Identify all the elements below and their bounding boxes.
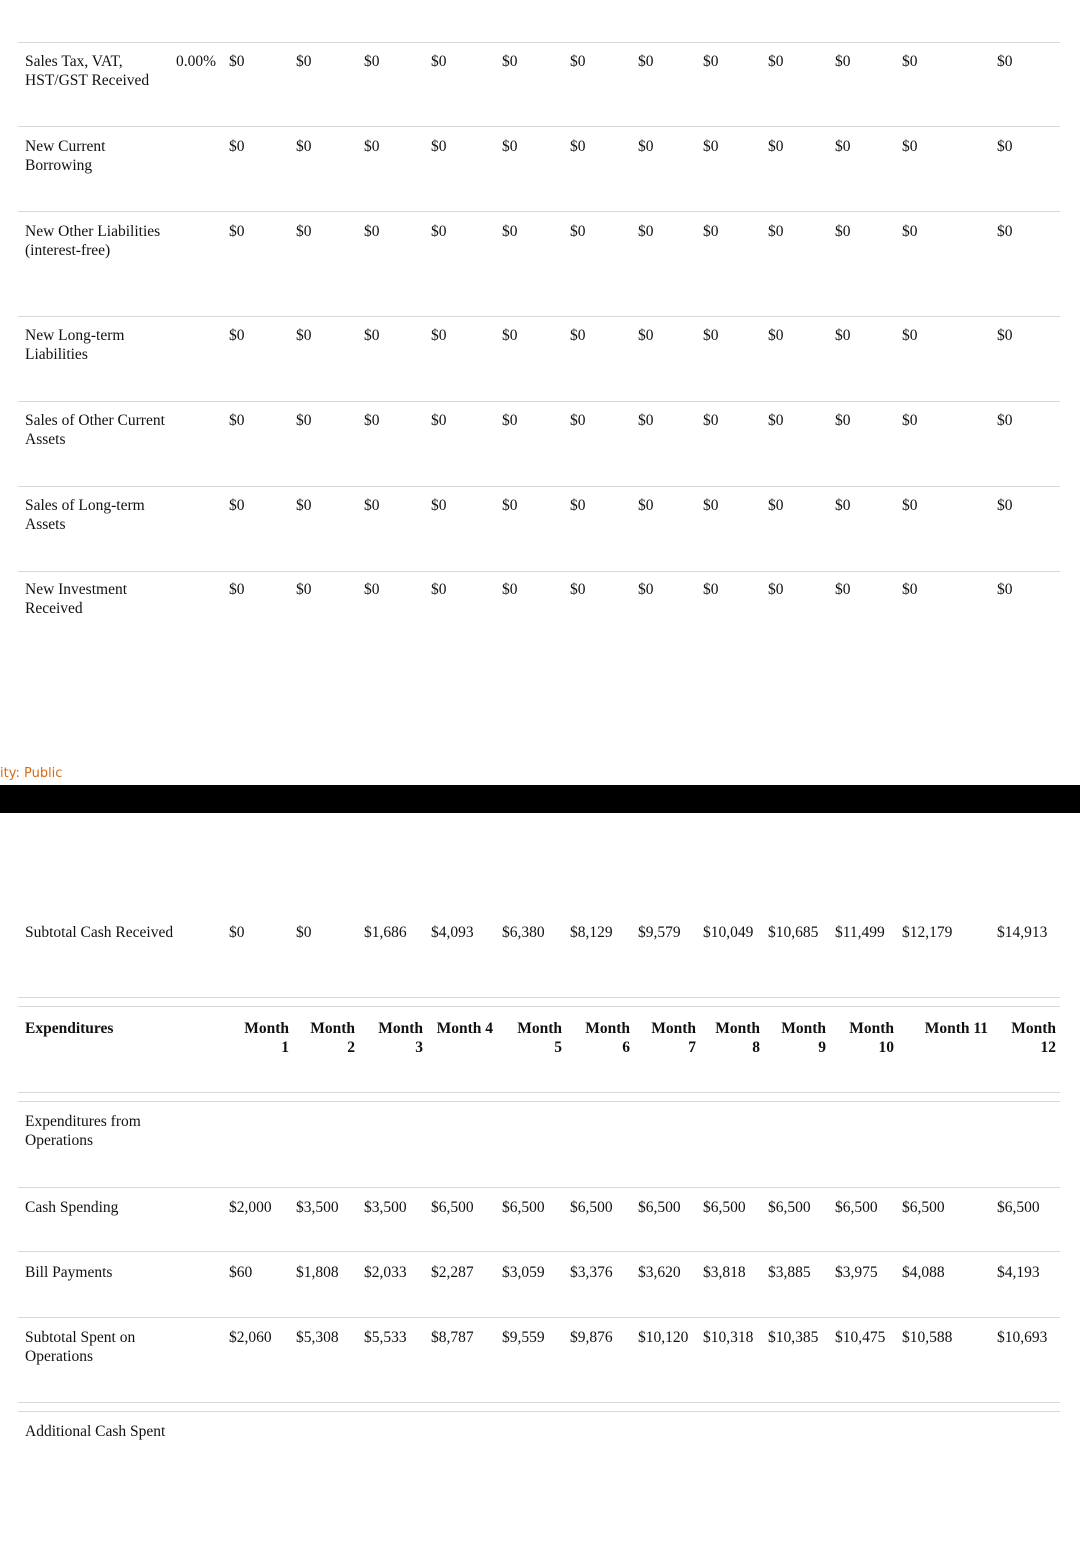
- month-value: $9,559: [502, 1329, 545, 1346]
- month-value: $0: [431, 497, 447, 514]
- month-header: Month 10: [849, 1020, 894, 1056]
- month-value: $0: [431, 412, 447, 429]
- month-value: $0: [296, 223, 312, 240]
- subtotal-received-value: $1,686: [364, 924, 407, 941]
- page-separator: [0, 785, 1080, 813]
- month-value: $10,588: [902, 1329, 953, 1346]
- month-value: $6,500: [768, 1199, 811, 1216]
- month-value: $0: [229, 223, 245, 240]
- month-value: $0: [997, 53, 1013, 70]
- row-label: Sales of Long-term Assets: [25, 497, 145, 533]
- month-value: $0: [703, 497, 719, 514]
- month-value: $0: [703, 581, 719, 598]
- month-value: $0: [502, 53, 518, 70]
- month-value: $0: [229, 138, 245, 155]
- subtotal-received-value: $4,093: [431, 924, 474, 941]
- month-value: $0: [835, 412, 851, 429]
- month-value: $0: [502, 138, 518, 155]
- month-value: $0: [502, 412, 518, 429]
- subtotal-received-value: $10,685: [768, 924, 819, 941]
- row-label: Subtotal Cash Received: [25, 924, 174, 941]
- month-value: $0: [703, 412, 719, 429]
- month-value: $0: [638, 138, 654, 155]
- month-value: $5,533: [364, 1329, 407, 1346]
- row-label: New Other Liabilities (interest-free): [25, 223, 161, 259]
- subtotal-received-value: $9,579: [638, 924, 681, 941]
- month-value: $0: [768, 138, 784, 155]
- subtotal-received-value: $12,179: [902, 924, 953, 941]
- month-value: $10,475: [835, 1329, 886, 1346]
- month-value: $0: [570, 138, 586, 155]
- subtotal-received-value: $6,380: [502, 924, 545, 941]
- row-divider: [18, 401, 1060, 402]
- month-value: $0: [902, 223, 918, 240]
- expenditures-heading: Expenditures: [25, 1020, 114, 1037]
- month-value: $0: [997, 412, 1013, 429]
- month-value: $0: [902, 497, 918, 514]
- month-value: $0: [431, 327, 447, 344]
- month-value: $3,975: [835, 1264, 878, 1281]
- month-value: $0: [835, 327, 851, 344]
- month-value: $3,500: [364, 1199, 407, 1216]
- row-divider: [18, 1411, 1060, 1412]
- month-value: $0: [997, 581, 1013, 598]
- month-value: $6,500: [703, 1199, 746, 1216]
- month-value: $0: [570, 412, 586, 429]
- month-value: $0: [997, 223, 1013, 240]
- month-value: $0: [638, 223, 654, 240]
- row-divider: [18, 1402, 1060, 1403]
- month-value: $3,376: [570, 1264, 613, 1281]
- month-value: $4,193: [997, 1264, 1040, 1281]
- month-value: $6,500: [570, 1199, 613, 1216]
- row-label: Sales Tax, VAT, HST/GST Received: [25, 53, 150, 89]
- row-divider: [18, 126, 1060, 127]
- month-value: $0: [364, 138, 380, 155]
- month-value: $0: [703, 138, 719, 155]
- row-divider: [18, 997, 1060, 998]
- row-divider: [18, 1251, 1060, 1252]
- row-divider: [18, 316, 1060, 317]
- month-value: $3,059: [502, 1264, 545, 1281]
- month-value: $5,308: [296, 1329, 339, 1346]
- month-value: $6,500: [997, 1199, 1040, 1216]
- month-value: $0: [296, 412, 312, 429]
- month-value: $0: [570, 497, 586, 514]
- month-value: $0: [768, 53, 784, 70]
- month-header: Month 7: [651, 1020, 696, 1056]
- month-value: $0: [296, 327, 312, 344]
- month-value: $0: [364, 223, 380, 240]
- row-divider: [18, 1006, 1060, 1007]
- row-divider: [18, 211, 1060, 212]
- month-header: Month 6: [585, 1020, 630, 1056]
- month-value: $0: [296, 497, 312, 514]
- month-value: $0: [364, 53, 380, 70]
- month-value: $0: [229, 497, 245, 514]
- month-value: $0: [229, 581, 245, 598]
- row-label: Sales of Other Current Assets: [25, 412, 165, 448]
- month-value: $0: [570, 327, 586, 344]
- month-value: $0: [768, 327, 784, 344]
- month-value: $10,385: [768, 1329, 819, 1346]
- row-label: New Current Borrowing: [25, 138, 106, 174]
- subtotal-received-value: $8,129: [570, 924, 613, 941]
- month-header: Month 8: [715, 1020, 760, 1056]
- month-value: $0: [570, 53, 586, 70]
- month-value: $0: [431, 138, 447, 155]
- row-label: Cash Spending: [25, 1199, 119, 1216]
- security-label: ity: Public: [0, 766, 63, 781]
- month-value: $0: [835, 497, 851, 514]
- month-value: $0: [768, 497, 784, 514]
- month-value: $0: [502, 497, 518, 514]
- month-value: $0: [229, 53, 245, 70]
- month-value: $3,885: [768, 1264, 811, 1281]
- month-header: Month 12: [1011, 1020, 1056, 1056]
- section-label: Expenditures from Operations: [25, 1113, 141, 1149]
- month-value: $0: [902, 327, 918, 344]
- month-value: $0: [431, 223, 447, 240]
- month-value: $0: [902, 53, 918, 70]
- month-value: $0: [364, 497, 380, 514]
- month-value: $3,500: [296, 1199, 339, 1216]
- month-value: $10,318: [703, 1329, 754, 1346]
- month-header: Month 11: [924, 1020, 988, 1037]
- month-value: $0: [997, 327, 1013, 344]
- rate-value: 0.00%: [176, 53, 217, 70]
- month-value: $9,876: [570, 1329, 613, 1346]
- month-value: $0: [902, 412, 918, 429]
- row-divider: [18, 571, 1060, 572]
- month-value: $0: [570, 223, 586, 240]
- month-value: $0: [502, 223, 518, 240]
- month-value: $2,287: [431, 1264, 474, 1281]
- row-divider: [18, 486, 1060, 487]
- month-header: Month 4: [436, 1020, 493, 1037]
- month-value: $0: [638, 581, 654, 598]
- month-value: $0: [431, 53, 447, 70]
- month-value: $4,088: [902, 1264, 945, 1281]
- row-divider: [18, 42, 1060, 43]
- month-value: $0: [768, 223, 784, 240]
- month-value: $60: [229, 1264, 253, 1281]
- month-value: $0: [364, 581, 380, 598]
- month-value: $0: [296, 53, 312, 70]
- month-value: $0: [502, 327, 518, 344]
- month-value: $0: [229, 412, 245, 429]
- subtotal-received-value: $0: [296, 924, 312, 941]
- subtotal-received-value: $0: [229, 924, 245, 941]
- month-value: $3,818: [703, 1264, 746, 1281]
- row-divider: [18, 1187, 1060, 1188]
- subtotal-received-value: $10,049: [703, 924, 754, 941]
- row-label: Subtotal Spent on Operations: [25, 1329, 136, 1365]
- month-value: $6,500: [502, 1199, 545, 1216]
- month-value: $6,500: [835, 1199, 878, 1216]
- month-value: $0: [229, 327, 245, 344]
- month-value: $2,000: [229, 1199, 272, 1216]
- month-value: $3,620: [638, 1264, 681, 1281]
- month-value: $2,060: [229, 1329, 272, 1346]
- row-divider: [18, 1317, 1060, 1318]
- row-divider: [18, 1092, 1060, 1093]
- month-header: Month 3: [378, 1020, 423, 1056]
- month-value: $0: [638, 327, 654, 344]
- month-value: $0: [296, 581, 312, 598]
- month-value: $0: [502, 581, 518, 598]
- month-value: $0: [902, 138, 918, 155]
- month-header: Month 9: [781, 1020, 826, 1056]
- month-value: $1,808: [296, 1264, 339, 1281]
- row-label: Bill Payments: [25, 1264, 113, 1281]
- month-value: $0: [638, 497, 654, 514]
- month-value: $8,787: [431, 1329, 474, 1346]
- month-value: $6,500: [431, 1199, 474, 1216]
- month-value: $0: [902, 581, 918, 598]
- month-header: Month 5: [517, 1020, 562, 1056]
- month-value: $10,693: [997, 1329, 1048, 1346]
- month-value: $0: [768, 412, 784, 429]
- section-label: Additional Cash Spent: [25, 1423, 166, 1440]
- month-value: $6,500: [638, 1199, 681, 1216]
- row-label: New Long-term Liabilities: [25, 327, 125, 363]
- month-value: $0: [835, 138, 851, 155]
- month-header: Month 2: [310, 1020, 355, 1056]
- month-value: $0: [768, 581, 784, 598]
- month-value: $6,500: [902, 1199, 945, 1216]
- month-value: $0: [638, 53, 654, 70]
- month-value: $0: [296, 138, 312, 155]
- month-value: $0: [835, 223, 851, 240]
- month-header: Month 1: [244, 1020, 289, 1056]
- month-value: $0: [364, 327, 380, 344]
- month-value: $0: [997, 497, 1013, 514]
- month-value: $10,120: [638, 1329, 689, 1346]
- month-value: $2,033: [364, 1264, 407, 1281]
- month-value: $0: [835, 581, 851, 598]
- month-value: $0: [364, 412, 380, 429]
- month-value: $0: [638, 412, 654, 429]
- month-value: $0: [835, 53, 851, 70]
- subtotal-received-value: $14,913: [997, 924, 1048, 941]
- row-divider: [18, 1101, 1060, 1102]
- month-value: $0: [570, 581, 586, 598]
- month-value: $0: [703, 327, 719, 344]
- month-value: $0: [431, 581, 447, 598]
- month-value: $0: [997, 138, 1013, 155]
- subtotal-received-value: $11,499: [835, 924, 885, 941]
- row-label: New Investment Received: [25, 581, 128, 617]
- month-value: $0: [703, 53, 719, 70]
- month-value: $0: [703, 223, 719, 240]
